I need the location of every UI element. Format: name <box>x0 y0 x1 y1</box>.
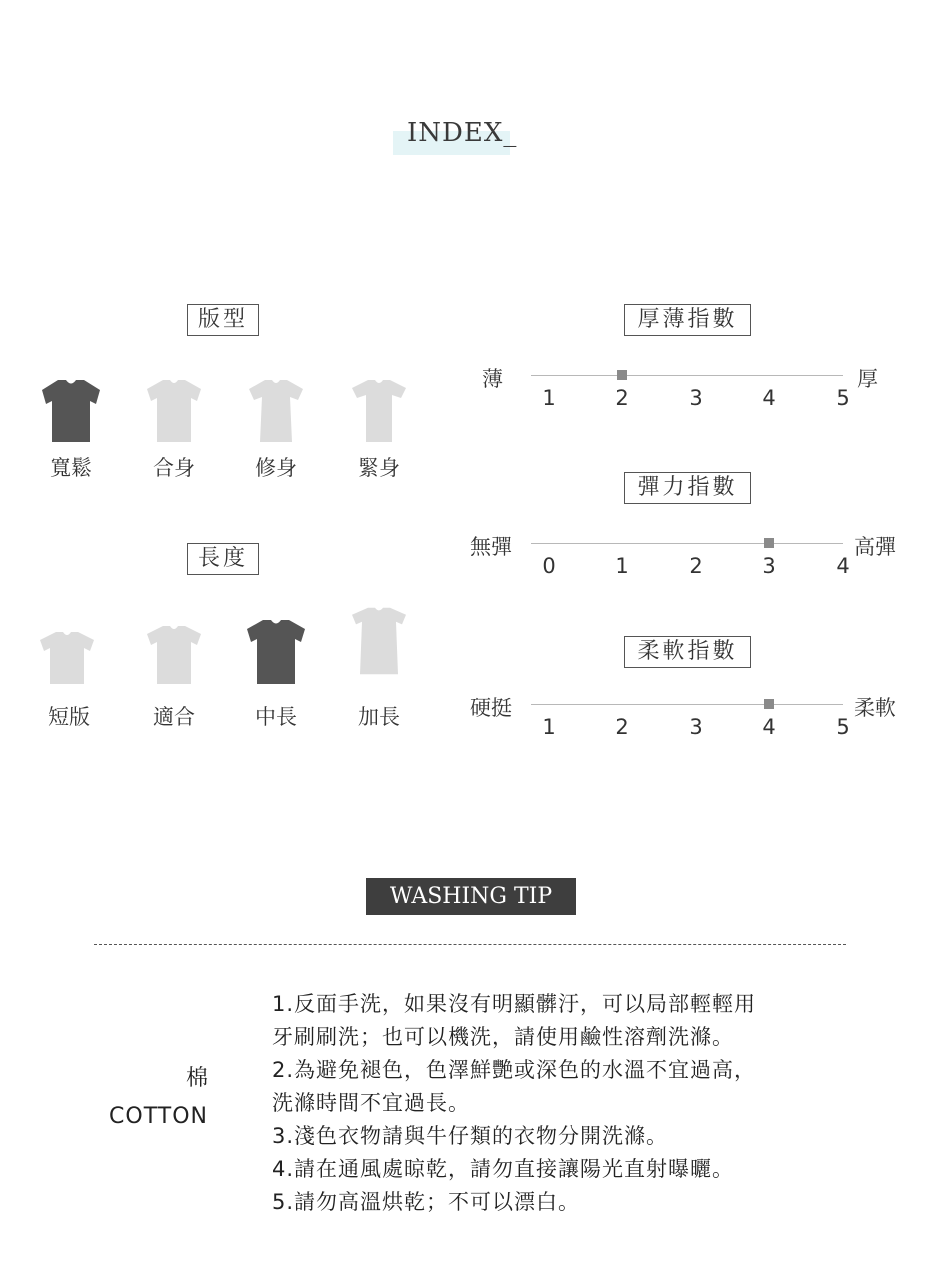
softness-right-label: 柔軟 <box>854 696 896 720</box>
softness-tick: 4 <box>762 715 776 739</box>
length-shirt-icon-regular <box>141 616 207 686</box>
fit-caption-loose: 寬鬆 <box>50 456 92 480</box>
index-title-text: INDEX_ <box>407 118 518 148</box>
elasticity-scale-line <box>531 543 843 544</box>
elasticity-tick: 2 <box>689 554 703 578</box>
fit-caption-slim: 修身 <box>255 456 297 480</box>
elasticity-scale <box>470 531 910 611</box>
thickness-tick: 1 <box>542 386 556 410</box>
material-label <box>90 1060 208 1136</box>
thickness-scale <box>470 363 910 443</box>
instruction-line: 2.為避免褪色，色澤鮮艷或深色的水溫不宜過高， <box>272 1058 757 1082</box>
instruction-line: 5.請勿高溫烘乾；不可以漂白。 <box>272 1190 581 1214</box>
elasticity-marker <box>764 538 774 548</box>
softness-label: 柔軟指數 <box>624 636 751 668</box>
fit-caption-tight: 緊身 <box>358 456 400 480</box>
length-caption-extra-long: 加長 <box>358 705 400 729</box>
softness-tick: 1 <box>542 715 556 739</box>
fit-shirt-icon-regular <box>141 376 207 446</box>
softness-scale-line <box>531 704 843 705</box>
index-title <box>393 116 525 156</box>
softness-scale <box>470 692 910 772</box>
instruction-line: 3.淺色衣物請與牛仔類的衣物分開洗滌。 <box>272 1124 669 1148</box>
softness-tick: 5 <box>836 715 850 739</box>
material-zh: 棉 <box>185 1066 208 1091</box>
instruction-line: 1.反面手洗，如果沒有明顯髒汙，可以局部輕輕用 <box>272 992 757 1016</box>
elasticity-left-label: 無彈 <box>470 535 512 559</box>
length-caption-medium-long: 中長 <box>255 705 297 729</box>
length-shirt-icon-short <box>34 616 100 686</box>
length-shirt-icon-medium-long <box>243 616 309 686</box>
fit-shirt-icon-loose <box>38 376 104 446</box>
softness-left-label: 硬挺 <box>470 696 512 720</box>
elasticity-label: 彈力指數 <box>624 472 751 504</box>
softness-tick: 2 <box>615 715 629 739</box>
length-label: 長度 <box>187 543 259 575</box>
dashed-divider <box>94 944 846 945</box>
softness-marker <box>764 699 774 709</box>
fit-label: 版型 <box>187 304 259 336</box>
thickness-right-label: 厚 <box>857 367 878 391</box>
length-caption-short: 短版 <box>48 705 90 729</box>
material-en: COTTON <box>109 1104 208 1129</box>
instruction-line: 牙刷刷洗；也可以機洗，請使用鹼性溶劑洗滌。 <box>272 1025 734 1049</box>
softness-tick: 3 <box>689 715 703 739</box>
thickness-tick: 5 <box>836 386 850 410</box>
thickness-tick: 3 <box>689 386 703 410</box>
fit-shirt-icon-tight <box>346 376 412 446</box>
washing-tip-title: WASHING TIP <box>366 878 576 915</box>
length-caption-regular: 適合 <box>153 705 195 729</box>
thickness-marker <box>617 370 627 380</box>
length-shirt-icon-extra-long <box>346 606 412 676</box>
instruction-line: 洗滌時間不宜過長。 <box>272 1091 470 1115</box>
thickness-tick: 4 <box>762 386 776 410</box>
fit-shirt-icon-slim <box>243 376 309 446</box>
elasticity-tick: 1 <box>615 554 629 578</box>
thickness-scale-line <box>531 375 843 376</box>
thickness-left-label: 薄 <box>482 367 503 391</box>
instruction-line: 4.請在通風處晾乾，請勿直接讓陽光直射曝曬。 <box>272 1157 735 1181</box>
thickness-tick: 2 <box>615 386 629 410</box>
elasticity-right-label: 高彈 <box>854 535 896 559</box>
washing-instructions <box>272 988 842 1219</box>
fit-caption-regular: 合身 <box>153 456 195 480</box>
thickness-label: 厚薄指數 <box>624 304 751 336</box>
elasticity-tick: 0 <box>542 554 556 578</box>
elasticity-tick: 3 <box>762 554 776 578</box>
elasticity-tick: 4 <box>836 554 850 578</box>
